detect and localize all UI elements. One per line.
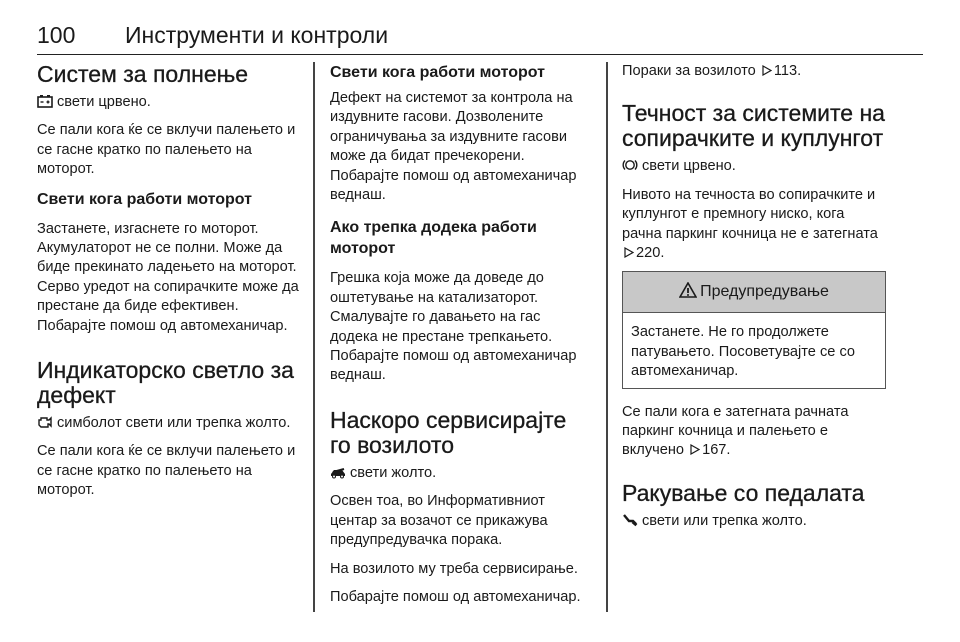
- paragraph: [622, 512, 886, 531]
- column-1: [37, 62, 299, 510]
- warning-box: [622, 271, 886, 388]
- section-title-charging: Систем за полнење: [37, 61, 249, 87]
- paragraph: Се пали кога ќе се вклучи палењето и се гасне кратко по палењето на моторот.: [37, 122, 296, 178]
- paragraph: [622, 62, 886, 81]
- charging-lit-red: свети црвено.: [57, 94, 151, 110]
- warning-text: Застанете. Не го продолжете патувањето. Посоветувајте се со автомеханичар.: [631, 324, 856, 380]
- clutch-pedal-icon: [622, 513, 638, 527]
- brake-circle-icon: [622, 158, 638, 172]
- warning-triangle-icon: [679, 274, 697, 290]
- paragraph: Дефект на системот за контрола на издувните гасови. Дозволените ограничувања за издувните гасови може да бидат пречекорени. Побарајте помош од автомеханичар веднаш.: [330, 90, 577, 204]
- brake-lit-red: свети црвено.: [642, 158, 736, 175]
- page-header: [37, 20, 923, 55]
- page-number: 100: [37, 22, 76, 48]
- subheading: Ако трепка додека работи моторот: [330, 219, 537, 258]
- warning-header: [623, 272, 885, 313]
- paragraph: Застанете, изгаснете го моторот. Акумулаторот не се полни. Може да биде прекинато ладењето на моторот. Серво уредот на сопирачките може да престане да биде ефективен. Побарајте помош од автомеханичар.: [37, 220, 299, 334]
- subheading: Свети кога работи моторот: [330, 64, 545, 81]
- paragraph: [622, 157, 886, 176]
- engine-check-icon: [37, 415, 53, 429]
- wrench-car-icon: [330, 465, 346, 479]
- page-reference: 167.: [702, 442, 731, 459]
- clutch-text: свети или трепка жолто.: [642, 512, 807, 529]
- paragraph: [330, 464, 592, 483]
- section-title-brake: Течност за системите на сопирачките и куплунгот: [622, 100, 885, 152]
- reference-arrow-icon: [690, 444, 700, 455]
- column-2: [330, 62, 592, 616]
- service-text: свети жолто.: [350, 464, 437, 481]
- paragraph: Побарајте помош од автомеханичар.: [330, 588, 581, 605]
- column-3: [622, 62, 886, 540]
- section-title-service: Наскоро сервисирајте го возилото: [330, 406, 567, 458]
- paragraph: [37, 414, 299, 433]
- reference-text: Пораки за возилото: [622, 63, 756, 79]
- subheading: Свети кога работи моторот: [37, 190, 252, 208]
- mil-text: симболот свети или трепка жолто.: [57, 415, 291, 432]
- reference-arrow-icon: [762, 65, 772, 76]
- column-divider: [606, 62, 608, 612]
- paragraph: [37, 93, 299, 112]
- chapter-title: Инструменти и контроли: [125, 22, 389, 48]
- paragraph: [622, 186, 886, 264]
- brake-text: Се пали кога е затегната рачната паркинг кочница и палењето е вклучено: [622, 403, 849, 459]
- paragraph: [622, 403, 886, 461]
- page-reference: 113.: [773, 63, 802, 79]
- battery-icon: [37, 94, 53, 108]
- column-divider: [313, 62, 315, 612]
- reference-arrow-icon: [624, 247, 634, 258]
- warning-label: Предупредување: [700, 283, 829, 301]
- section-title-mil: Индикаторско светло за дефект: [37, 357, 294, 409]
- section-title-clutch: Ракување со педалата: [622, 479, 865, 506]
- page-reference: 220.: [636, 245, 665, 262]
- brake-text: Нивото на течноста во сопирачките и куплунгот е премногу ниско, кога рачна паркинг кочница не е затегната: [622, 186, 878, 242]
- paragraph: Се пали кога ќе се вклучи палењето и се гасне кратко по палењето на моторот.: [37, 443, 296, 499]
- paragraph: Грешка која може да доведе до оштетување на катализаторот. Смалувајте го давањето на гас додека не престане трепкањето. Побарајте помош од автомеханичар веднаш.: [330, 270, 577, 384]
- warning-body: [623, 313, 885, 387]
- paragraph: На возилото му треба сервисирање.: [330, 560, 578, 577]
- paragraph: Освен тоа, во Информативниот центар за возачот се прикажува предупредувачка порака.: [330, 493, 548, 549]
